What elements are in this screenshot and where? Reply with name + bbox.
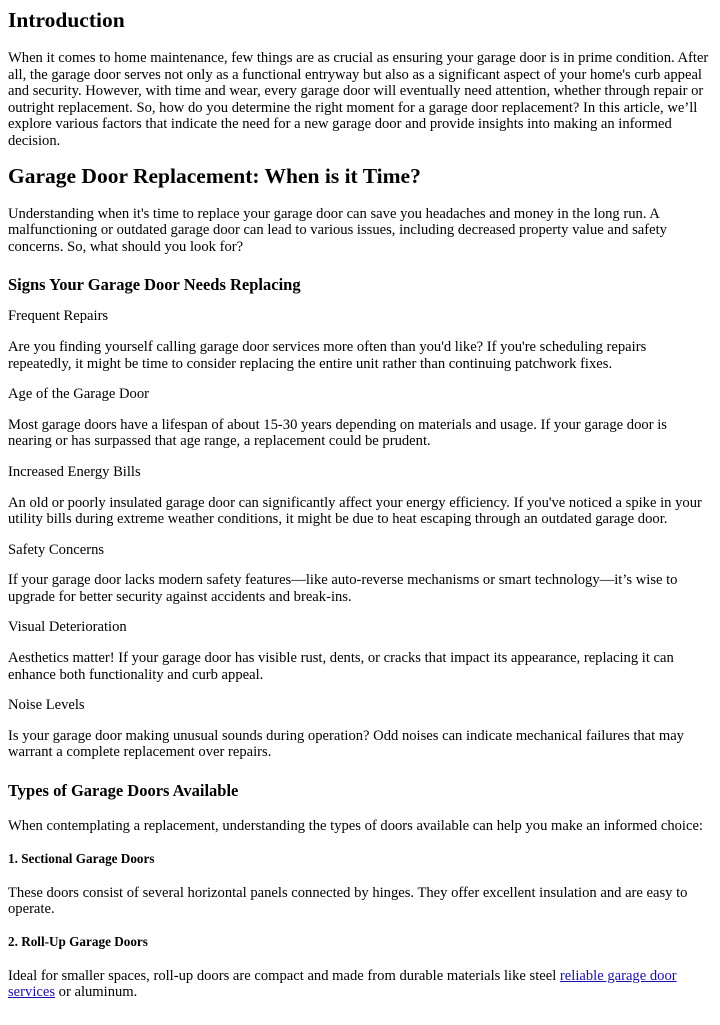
replacement-paragraph: Understanding when it's time to replace your garage door can save you headaches and money in the long run. A malfunctioning or outdated garage door can lead to various issues, including decreased property value and safety concerns. So, what should you look for? <box>8 205 667 255</box>
sign-text-frequent-repairs: Are you finding yourself calling garage door services more often than you'd like? If you're scheduling repairs repeatedly, it might be time to consider replacing the entire unit rather than continuing patchwork fixes. <box>8 338 647 372</box>
replacement-heading: Garage Door Replacement: When is it Time? <box>8 163 421 188</box>
sign-title-energy-bills: Increased Energy Bills <box>8 463 141 480</box>
sectional-text: These doors consist of several horizontal panels connected by hinges. They offer excellent insulation and are easy to operate. <box>8 884 688 918</box>
sign-text-energy-bills: An old or poorly insulated garage door can significantly affect your energy efficiency. If you've noticed a spike in your utility bills during extreme weather conditions, it might be due to heat escaping through an outdated garage door. <box>8 494 702 528</box>
article <box>0 8 720 1001</box>
types-heading: Types of Garage Doors Available <box>8 781 239 801</box>
sign-title-age: Age of the Garage Door <box>8 386 150 403</box>
rollup-text-after: or aluminum. <box>55 984 138 1001</box>
sign-text-visual: Aesthetics matter! If your garage door has visible rust, dents, or cracks that impact its appearance, replacing it can enhance both functionality and curb appeal. <box>8 650 674 683</box>
rollup-heading: 2. Roll-Up Garage Doors <box>8 933 148 949</box>
reliable-services-link[interactable]: reliable garage door services <box>8 967 677 1001</box>
sign-text-safety: If your garage door lacks modern safety features—like auto-reverse mechanisms or smart technology—it’s wise to upgrade for better security against accidents and break-ins. <box>8 572 678 605</box>
sign-title-visual: Visual Deterioration <box>8 619 127 636</box>
types-intro: When contemplating a replacement, understanding the types of doors available can help you make an informed choice: <box>8 818 703 835</box>
sign-title-safety: Safety Concerns <box>8 541 105 558</box>
rollup-paragraph <box>8 968 712 1001</box>
sign-text-noise: Is your garage door making unusual sounds during operation? Odd noises can indicate mechanical failures that may warrant a complete replacement over repairs. <box>8 727 684 761</box>
rollup-text-before: Ideal for smaller spaces, roll-up doors are compact and made from durable materials like steel <box>8 967 560 984</box>
intro-paragraph: When it comes to home maintenance, few things are as crucial as ensuring your garage door is in prime condition. After all, the garage door serves not only as a functional entryway but also as a significant aspect of your home's curb appeal and security. However, with time and wear, every garage door will eventually need attention, whether through repair or outright replacement. So, how do you determine the right moment for a garage door replacement? In this article, we’ll explore various factors that indicate the need for a new garage door and provide insights into making an informed decision. <box>8 50 709 149</box>
sign-title-noise: Noise Levels <box>8 697 85 714</box>
sign-title-frequent-repairs: Frequent Repairs <box>8 308 109 325</box>
signs-heading: Signs Your Garage Door Needs Replacing <box>8 275 301 295</box>
intro-heading: Introduction <box>8 8 125 32</box>
sign-text-age: Most garage doors have a lifespan of about 15-30 years depending on materials and usage. If your garage door is nearing or has surpassed that age range, a replacement could be prudent. <box>8 416 667 450</box>
sectional-heading: 1. Sectional Garage Doors <box>8 850 155 866</box>
